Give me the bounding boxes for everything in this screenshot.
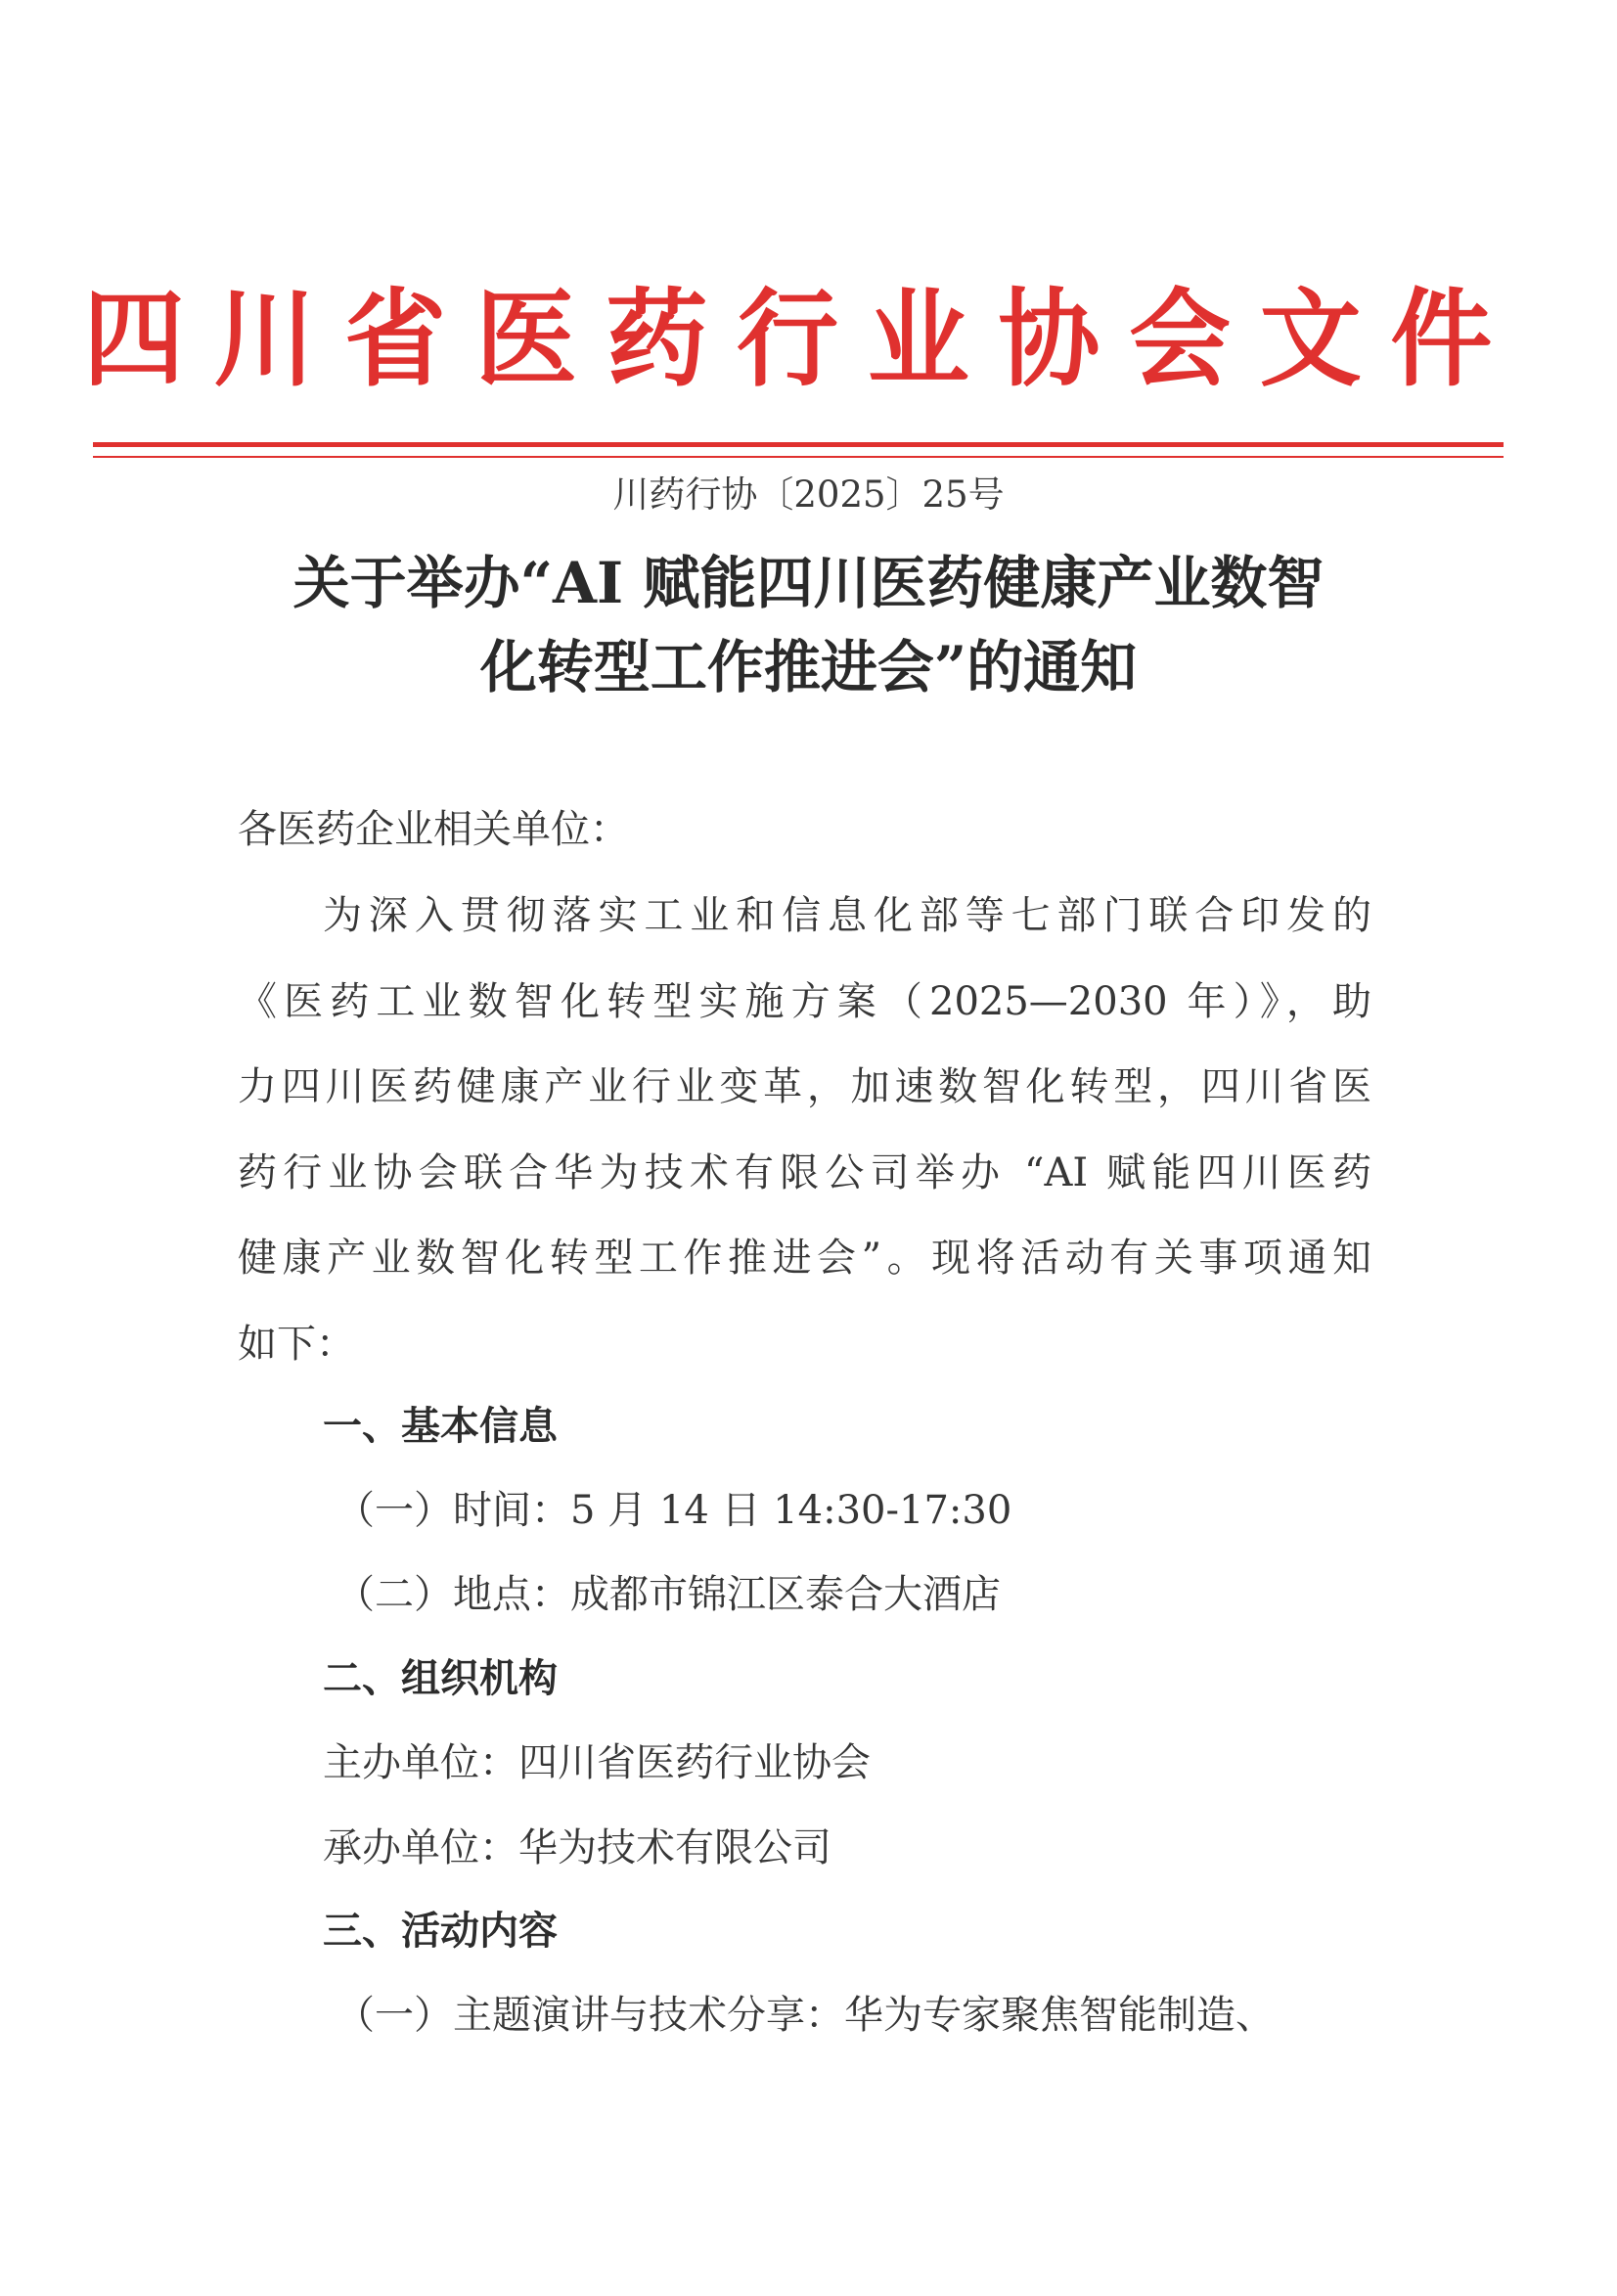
salutation: 各医药企业相关单位： [238,807,629,852]
section-heading-basic-info: 一、基本信息 [323,1404,558,1449]
intro-line-2: 《医药工业数智化转型实施方案（2025—2030 年）》，助 [238,979,1371,1024]
document-header-title: 四川省医药行业协会文件 [83,279,1521,401]
section-item-time: （一）时间：5 月 14 日 14:30-17:30 [336,1488,1012,1533]
intro-line-4: 药行业协会联合华为技术有限公司举办 “AI 赋能四川医药 [238,1150,1371,1195]
intro-line-3: 力四川医药健康产业行业变革，加速数智化转型，四川省医 [238,1064,1371,1109]
section-item-location: （二）地点：成都市锦江区泰合大酒店 [336,1572,1001,1617]
section-item-keynote: （一）主题演讲与技术分享：华为专家聚焦智能制造、 [336,1993,1275,2038]
notice-title-line-1: 关于举办“AI 赋能四川医药健康产业数智 [292,550,1325,616]
header-divider-thin [93,456,1504,458]
notice-title-line-2: 化转型工作推进会”的通知 [479,634,1138,700]
section-heading-organization: 二、组织机构 [323,1656,558,1701]
section-item-organizer: 承办单位：华为技术有限公司 [323,1825,831,1870]
header-divider-thick [93,442,1504,447]
intro-line-5: 健康产业数智化转型工作推进会”。现将活动有关事项通知 [238,1236,1371,1281]
intro-line-1: 为深入贯彻落实工业和信息化部等七部门联合印发的 [323,893,1371,938]
intro-line-6: 如下： [238,1322,355,1367]
document-number: 川药行协〔2025〕25号 [612,473,1005,516]
section-item-host: 主办单位：四川省医药行业协会 [323,1740,871,1785]
section-heading-activities: 三、活动内容 [323,1909,558,1954]
